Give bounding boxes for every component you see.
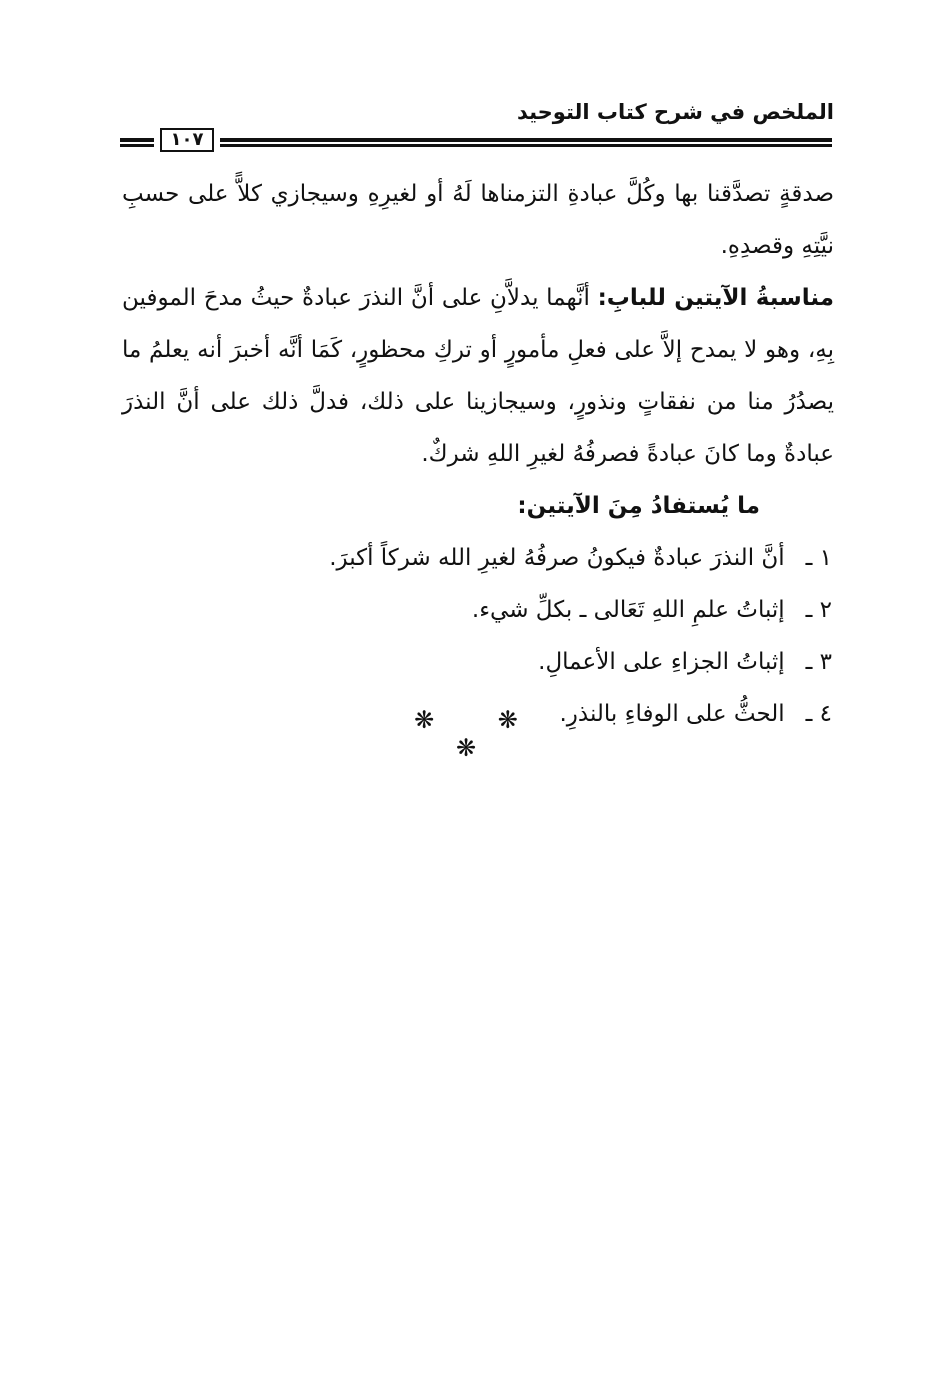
- paragraph-2-text: أنَّهما يدلاَّنِ على أنَّ النذرَ عبادةٌ حيثُ مدحَ الموفين بِهِ، وهو لا يمدح إلاَّ على فعلِ مأمورٍ أو تركِ محظورٍ، كَمَا أنَّه أخبرَ أنه يعلمُ ما يصدُرُ منا من نفقاتٍ ونذورٍ، وسيجازينا على ذلك، فدلَّ ذلك على أنَّ النذرَ عبادةٌ وما كانَ عبادةً فصرفُهُ لغيرِ اللهِ شركٌ.: [122, 285, 834, 467]
- section-separator: ❋ ❋ ❋: [414, 706, 546, 762]
- paragraph-2-label: مناسبةُ الآيتين للبابِ:: [597, 285, 835, 311]
- paragraph-1: صدقةٍ تصدَّقنا بها وكُلَّ عبادةِ التزمناها لَهُ أو لغيرِهِ وسيجازي كلاًّ على حسبِ نيَّتِهِ وقصدِهِ.: [122, 181, 834, 259]
- list-item-text: الحثُّ على الوفاءِ بالنذرِ.: [559, 701, 785, 727]
- list-item-number: ٣ ـ: [805, 649, 832, 675]
- list-item: [122, 584, 834, 636]
- main-text: [122, 168, 834, 740]
- rule-stub: [120, 138, 154, 148]
- section-title: ما يُستفادُ مِنَ الآيتين:: [517, 493, 760, 519]
- running-title: الملخص في شرح كتاب التوحيد: [516, 100, 834, 124]
- list-item-number: ٢ ـ: [805, 597, 832, 623]
- list-item-text: إثباتُ الجزاءِ على الأعمالِ.: [538, 649, 785, 675]
- list-item-text: إثباتُ علمِ اللهِ تَعَالى ـ بكلِّ شيء.: [471, 597, 785, 623]
- list-item-text: أنَّ النذرَ عبادةٌ فيكونُ صرفُهُ لغيرِ الله شركاً أكبرَ.: [329, 545, 785, 571]
- header-rule: [120, 128, 832, 156]
- list-item: [122, 532, 834, 584]
- list-item-number: ١ ـ: [805, 545, 832, 571]
- rule-line: [220, 138, 832, 148]
- list-item-number: ٤ ـ: [805, 701, 832, 727]
- paragraph-2: [122, 272, 834, 480]
- list-item: [122, 636, 834, 688]
- page-number: ١٠٧: [160, 128, 214, 152]
